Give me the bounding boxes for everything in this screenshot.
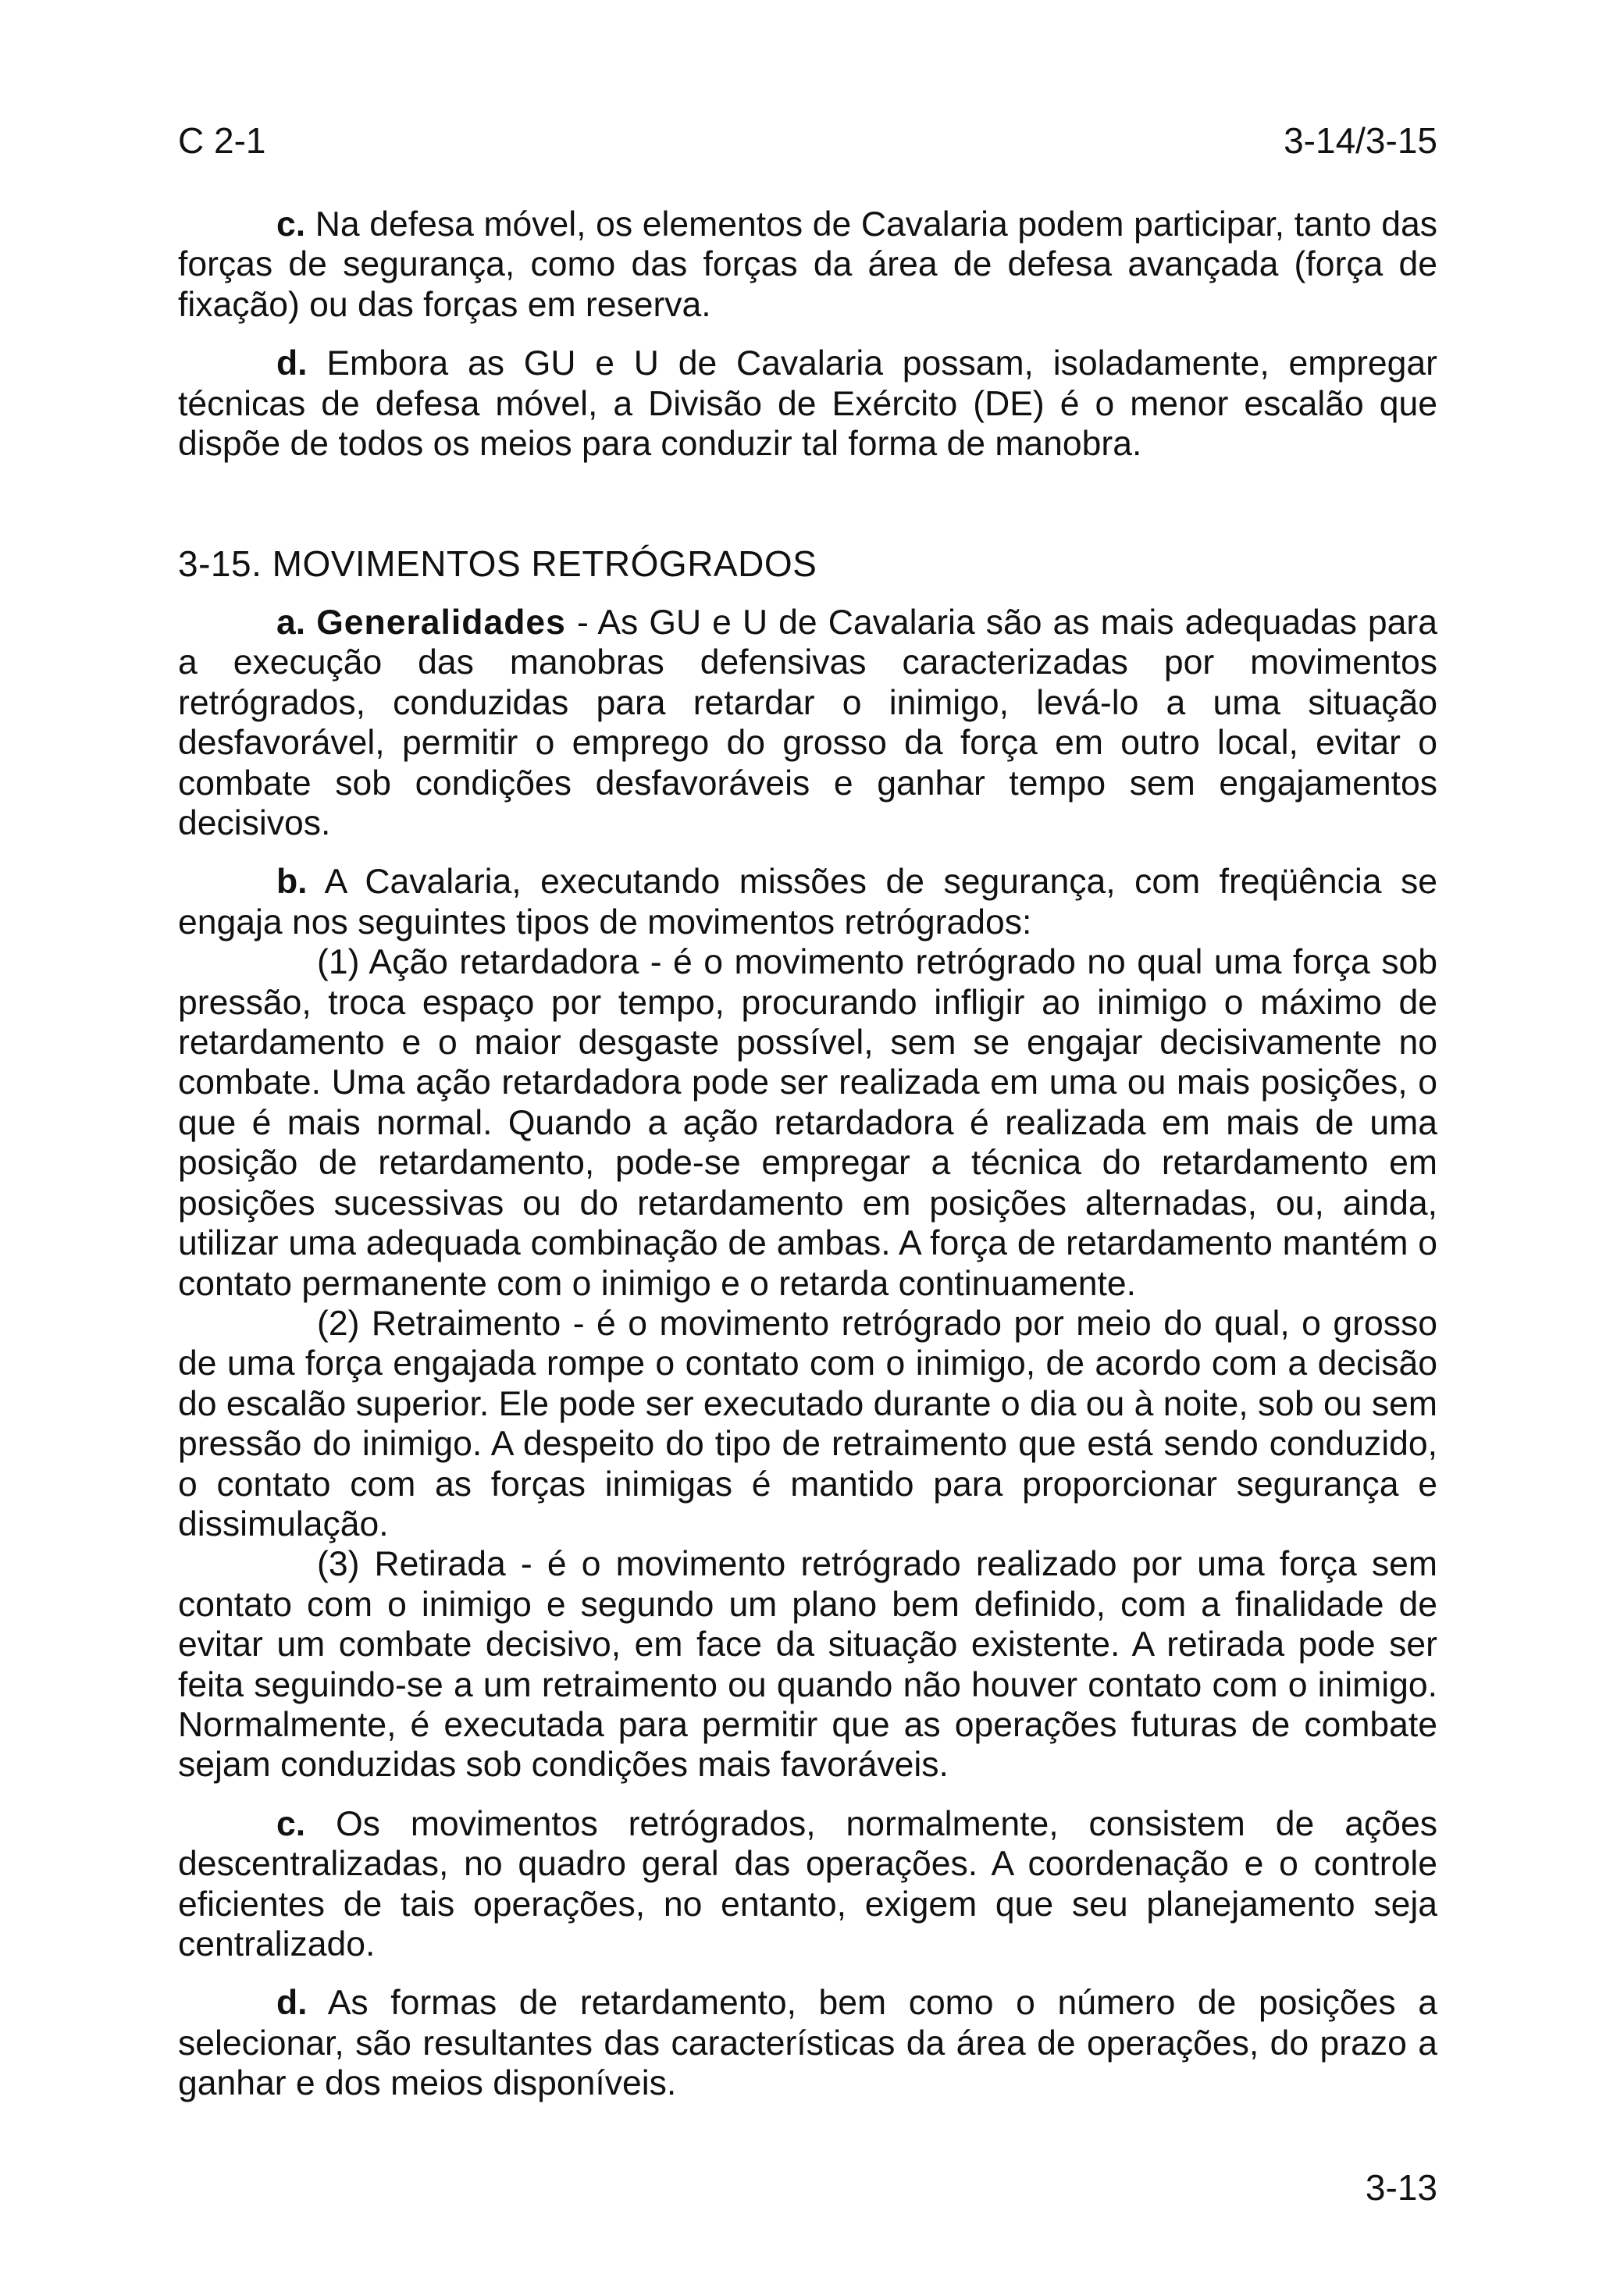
paragraph-text: Embora as GU e U de Cavalaria possam, isoladamente, empregar técnicas de defesa móvel, a Divisão de Exército (DE) é o menor escalão que dispõe de todos os meios para conduzir tal forma de manobra. xyxy=(178,344,1437,464)
subitem-retraimento: (2) Retraimento - é o movimento retrógrado por meio do qual, o grosso de uma força engajada rompe o contato com o inimigo, de acordo com a decisão do escalão superior. Ele pode ser executado durante o dia ou à noite, sob ou sem pressão do inimigo. A despeito do tipo de retraimento que está sendo conduzido, o contato com as forças inimigas é mantido para proporcionar segurança e dissimulação. xyxy=(178,1304,1437,1543)
section-3-15-body xyxy=(178,603,1437,2104)
paragraph-3-15-d xyxy=(178,1983,1437,2103)
paragraph-label: d. xyxy=(276,344,308,383)
paragraph-3-15-b xyxy=(178,862,1437,942)
paragraph-label: b. xyxy=(276,863,308,902)
page-number: 3-13 xyxy=(1365,2167,1437,2208)
paragraph-3-15-c xyxy=(178,1804,1437,1965)
paragraph-3-14-c xyxy=(178,205,1437,325)
paragraph-text: - As GU e U de Cavalaria são as mais adequadas para a execução das manobras defensivas caracterizadas por movimentos retrógrados, conduzidas para retardar o inimigo, levá-lo a uma situação desfavorável, permitir o emprego do grosso da força em outro local, evitar o combate sob condições desfavoráveis e ganhar tempo sem engajamentos decisivos. xyxy=(178,603,1437,843)
header-section-range: 3-14/3-15 xyxy=(1284,120,1437,161)
paragraph-label: d. xyxy=(276,1984,308,2023)
paragraph-label: a. xyxy=(276,603,306,642)
paragraph-label: c. xyxy=(276,205,306,244)
paragraph-text: A Cavalaria, executando missões de segurança, com freqüência se engaja nos seguintes tipos de movimentos retrógrados: xyxy=(178,863,1437,942)
section-title-3-15: 3-15. MOVIMENTOS RETRÓGRADOS xyxy=(178,543,817,584)
paragraph-3-14-d xyxy=(178,344,1437,464)
paragraph-keyword: Generalidades xyxy=(316,603,566,642)
paragraph-text: Os movimentos retrógrados, normalmente, consistem de ações descentralizadas, no quadro geral das operações. A coordenação e o controle eficientes de tais operações, no entanto, exigem que seu planejamento seja centralizado. xyxy=(178,1804,1437,1963)
subitem-retirada: (3) Retirada - é o movimento retrógrado realizado por uma força sem contato com o inimigo e segundo um plano bem definido, com a finalidade de evitar um combate decisivo, em face da situação existente. A retirada pode ser feita seguindo-se a um retraimento ou quando não houver contato com o inimigo. Normalmente, é executada para permitir que as operações futuras de combate sejam conduzidas sob condições mais favoráveis. xyxy=(178,1545,1437,1785)
section-3-14-continued xyxy=(178,205,1437,464)
header-manual-code: C 2-1 xyxy=(178,120,266,161)
paragraph-text: As formas de retardamento, bem como o número de posições a selecionar, são resultantes das características da área de operações, do prazo a ganhar e dos meios disponíveis. xyxy=(178,1984,1437,2103)
subitem-acao-retardadora: (1) Ação retardadora - é o movimento retrógrado no qual uma força sob pressão, troca espaço por tempo, procurando infligir ao inimigo o máximo de retardamento e o maior desgaste possível, sem se engajar decisivamente no combate. Uma ação retardadora pode ser realizada em uma ou mais posições, o que é mais normal. Quando a ação retardadora é realizada em mais de uma posição de retardamento, pode-se empregar a técnica do retardamento em posições sucessivas ou do retardamento em posições alternadas, ou, ainda, utilizar uma adequada combinação de ambas. A força de retardamento mantém o contato permanente com o inimigo e o retarda continuamente. xyxy=(178,943,1437,1303)
paragraph-label: c. xyxy=(276,1804,306,1843)
paragraph-text: Na defesa móvel, os elementos de Cavalaria podem participar, tanto das forças de segurança, como das forças da área de defesa avançada (força de fixação) ou das forças em reserva. xyxy=(178,205,1437,324)
paragraph-3-15-a xyxy=(178,603,1437,843)
